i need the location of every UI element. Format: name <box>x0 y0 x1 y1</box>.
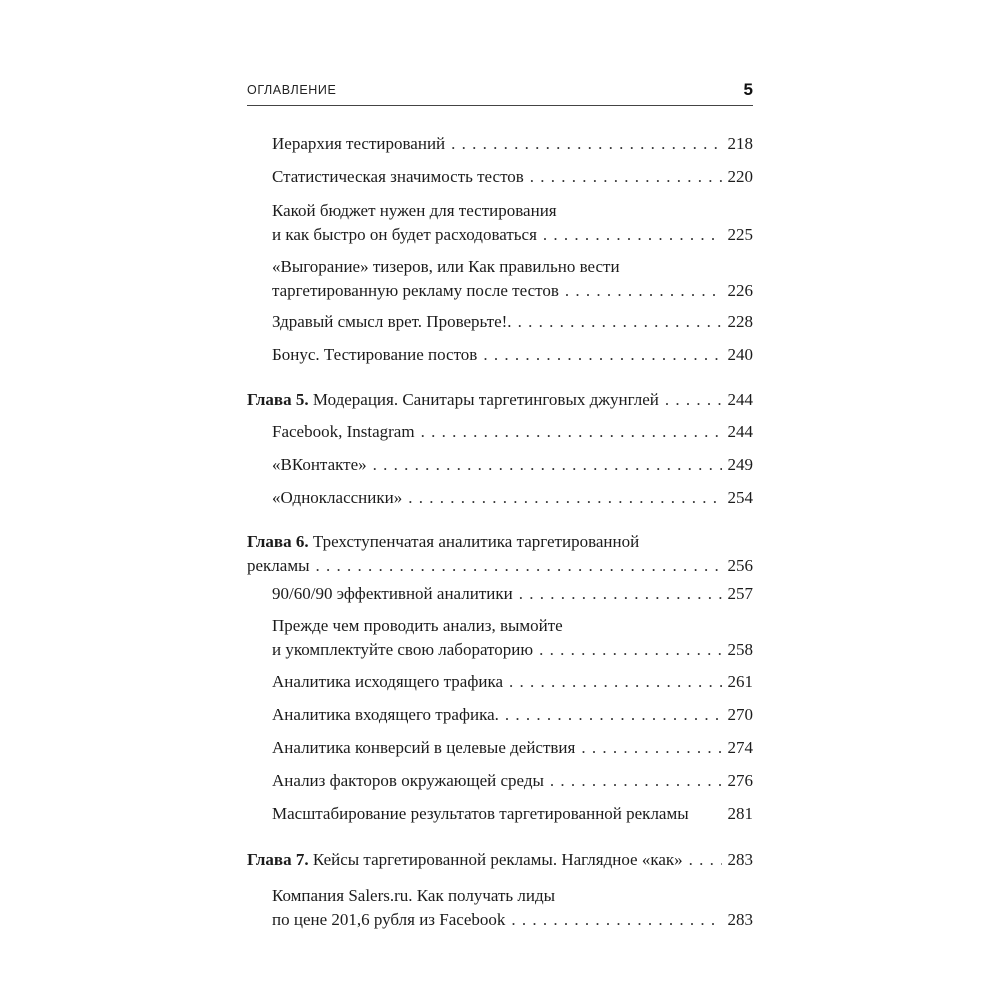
toc-entry-title: Бонус. Тестирование постов <box>272 345 478 364</box>
dot-leader <box>543 223 722 247</box>
toc-section-entry <box>272 255 753 303</box>
toc-entry-line <box>272 310 753 334</box>
toc-entry-title: Статистическая значимость тестов <box>272 167 524 186</box>
toc-entry-title: Аналитика конверсий в целевые действия <box>272 738 576 757</box>
toc-entry-line <box>272 165 753 189</box>
toc-section-entry <box>272 769 753 793</box>
toc-entry-title: Масштабирование результатов таргетированной рекламы <box>272 804 689 823</box>
toc-entry-line <box>272 884 753 908</box>
toc-page-number: 249 <box>727 455 753 474</box>
toc-entry-line <box>272 453 753 477</box>
toc-entry-line <box>272 223 753 247</box>
toc-page-number: 258 <box>727 640 753 659</box>
toc-page-number: 226 <box>727 281 753 300</box>
toc-section-entry <box>272 614 753 662</box>
toc-entry-line <box>247 848 753 872</box>
toc-page-number: 281 <box>727 804 753 823</box>
toc-entry-title: Здравый смысл врет. Проверьте!. <box>272 312 512 331</box>
toc-entry-line <box>272 908 753 932</box>
toc-entry-line <box>272 703 753 727</box>
toc-page-number: 225 <box>727 225 753 244</box>
toc-entry-title: Аналитика исходящего трафика <box>272 672 504 691</box>
toc-page-number: 283 <box>727 910 753 929</box>
toc-entry-line <box>247 530 753 554</box>
dot-leader <box>689 848 722 872</box>
dot-leader <box>511 908 721 932</box>
toc-page-number: 254 <box>727 488 753 507</box>
toc-entry-title: и как быстро он будет расходоваться <box>272 225 537 244</box>
toc-entry-title: таргетированную рекламу после тестов <box>272 281 559 300</box>
toc-section-entry <box>272 343 753 367</box>
toc-page-number: 261 <box>727 672 753 691</box>
toc-section-entry <box>272 582 753 606</box>
toc-entry-line <box>247 554 753 578</box>
dot-leader <box>421 420 722 444</box>
dot-leader <box>451 132 721 156</box>
toc-page-number: 283 <box>727 850 753 869</box>
toc-section-entry <box>272 165 753 189</box>
dot-leader <box>665 388 722 412</box>
toc-page-number: 244 <box>727 422 753 441</box>
toc-entry-title: Кейсы таргетированной рекламы. Наглядное «как» <box>312 850 683 869</box>
toc-entry-title: «ВКонтакте» <box>272 455 367 474</box>
toc-entry-title: Модерация. Санитары таргетинговых джунглей <box>312 390 659 409</box>
toc-entry-line <box>272 769 753 793</box>
toc-entry-title: Компания Salers.ru. Как получать лиды <box>272 886 556 905</box>
toc-page-number: 256 <box>727 556 753 575</box>
dot-leader <box>565 279 722 303</box>
running-title: ОГЛАВЛЕНИЕ <box>247 83 337 97</box>
toc-entry-line <box>272 420 753 444</box>
toc-entry-title: Иерархия тестирований <box>272 134 446 153</box>
dot-leader <box>530 165 722 189</box>
toc-entry-title: Facebook, Instagram <box>272 422 415 441</box>
toc-page-number: 257 <box>727 584 753 603</box>
dot-leader <box>408 486 721 510</box>
toc-entry-line <box>272 486 753 510</box>
toc-entry-line <box>272 638 753 662</box>
toc-entry-line <box>272 736 753 760</box>
toc-section-entry <box>272 420 753 444</box>
dot-leader <box>505 703 722 727</box>
dot-leader <box>581 736 721 760</box>
toc-entry-line <box>272 199 753 223</box>
toc-entry-title: Анализ факторов окружающей среды <box>272 771 544 790</box>
dot-leader <box>509 670 721 694</box>
toc-page-number: 228 <box>727 312 753 331</box>
toc-entry-line <box>272 255 753 279</box>
dot-leader <box>316 554 722 578</box>
toc-chapter-entry <box>247 848 753 872</box>
toc-entry-title: Аналитика входящего трафика. <box>272 705 499 724</box>
toc-section-entry <box>272 884 753 932</box>
toc-page-number: 276 <box>727 771 753 790</box>
dot-leader <box>539 638 721 662</box>
toc-entry-title: и укомплектуйте свою лабораторию <box>272 640 534 659</box>
dot-leader <box>483 343 721 367</box>
toc-entry-line <box>272 802 753 826</box>
toc-page-number: 244 <box>727 390 753 409</box>
chapter-number: Глава 7. <box>247 850 309 869</box>
toc-entry-title: «Одноклассники» <box>272 488 403 507</box>
toc-entry-title: «Выгорание» тизеров, или Как правильно вести <box>272 257 620 276</box>
toc-entry-line <box>272 614 753 638</box>
toc-entry-title: Прежде чем проводить анализ, вымойте <box>272 616 563 635</box>
dot-leader <box>519 582 722 606</box>
toc-section-entry <box>272 703 753 727</box>
toc-page-number: 218 <box>727 134 753 153</box>
toc-entry-line <box>272 279 753 303</box>
toc-page-number: 220 <box>727 167 753 186</box>
toc-entry-title: 90/60/90 эффективной аналитики <box>272 584 513 603</box>
toc-page-number: 274 <box>727 738 753 757</box>
toc-entry-line <box>272 670 753 694</box>
toc-entry-title: рекламы <box>247 556 310 575</box>
toc-entry-line <box>272 582 753 606</box>
page-number: 5 <box>743 80 753 99</box>
toc-chapter-entry <box>247 530 753 578</box>
chapter-number: Глава 5. <box>247 390 309 409</box>
toc-section-entry <box>272 802 753 826</box>
toc-section-entry <box>272 453 753 477</box>
dot-leader <box>373 453 722 477</box>
toc-entry-title: по цене 201,6 рубля из Facebook <box>272 910 506 929</box>
toc-page-number: 270 <box>727 705 753 724</box>
toc-section-entry <box>272 736 753 760</box>
chapter-number: Глава 6. <box>247 532 309 551</box>
dot-leader <box>550 769 722 793</box>
toc-entry-line <box>272 132 753 156</box>
toc-section-entry <box>272 199 753 247</box>
toc-entry-line <box>272 343 753 367</box>
toc-section-entry <box>272 310 753 334</box>
dot-leader <box>518 310 722 334</box>
toc-section-entry <box>272 670 753 694</box>
toc-chapter-entry <box>247 388 753 412</box>
toc-entry-title: Какой бюджет нужен для тестирования <box>272 201 557 220</box>
toc-entry-line <box>247 388 753 412</box>
toc-page-number: 240 <box>727 345 753 364</box>
toc-entry-title: Трехступенчатая аналитика таргетированной <box>312 532 640 551</box>
toc-section-entry <box>272 486 753 510</box>
toc-section-entry <box>272 132 753 156</box>
